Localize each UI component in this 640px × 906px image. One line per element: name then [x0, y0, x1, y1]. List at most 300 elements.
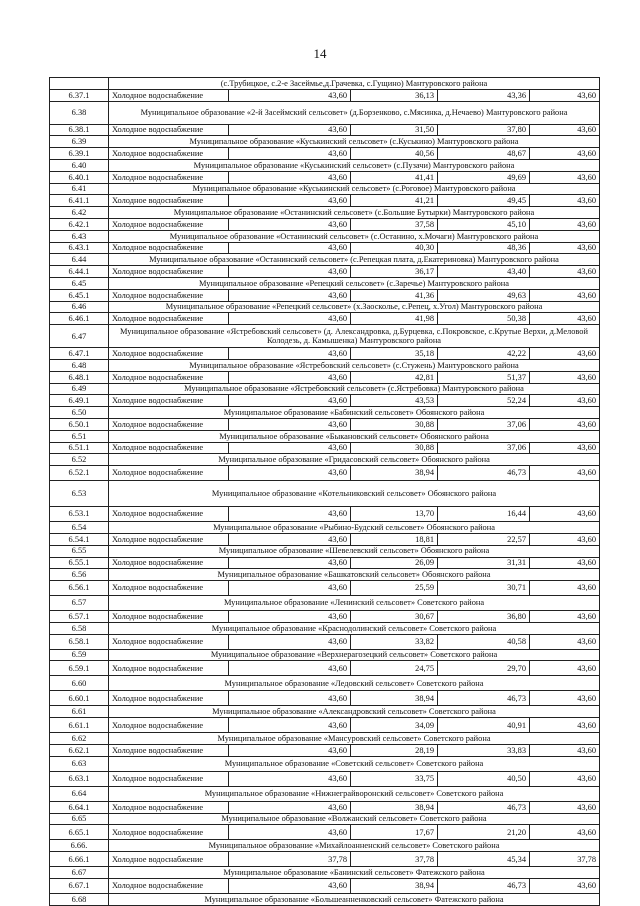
row-number: 6.44 [50, 254, 109, 266]
row-number: 6.42 [50, 207, 109, 219]
municipality-header-row [50, 230, 600, 242]
municipality-title: Муниципальное образование «Шевелевский сельсовет» Обоянского района [109, 545, 600, 557]
municipality-header-row [50, 383, 600, 395]
table-row [50, 289, 600, 301]
municipality-title: Муниципальное образование «Нижнеграйворонский сельсовет» Советского района [109, 786, 600, 801]
service-name: Холодное водоснабжение [109, 879, 229, 894]
table-row [50, 557, 600, 569]
service-name: Холодное водоснабжение [109, 89, 229, 101]
row-number: 6.58.1 [50, 634, 109, 649]
tariff-value-3: 40,50 [438, 771, 530, 786]
service-name: Холодное водоснабжение [109, 418, 229, 430]
tariff-value-3: 31,31 [438, 557, 530, 569]
table-row [50, 89, 600, 101]
tariff-value-3: 48,67 [438, 148, 530, 160]
row-number: 6.39 [50, 136, 109, 148]
service-name: Холодное водоснабжение [109, 289, 229, 301]
municipality-title: Муниципальное образование «Волжанский сельсовет» Советского района [109, 813, 600, 825]
tariff-value-4: 43,60 [530, 507, 600, 522]
row-number: 6.65.1 [50, 825, 109, 840]
row-number: 6.39.1 [50, 148, 109, 160]
service-name: Холодное водоснабжение [109, 718, 229, 733]
municipality-title: Муниципальное образование «Верхнерагозецкий сельсовет» Советского района [109, 649, 600, 661]
tariff-value-1: 43,60 [229, 313, 351, 325]
tariff-value-3: 45,34 [438, 852, 530, 867]
municipality-header-row [50, 359, 600, 371]
row-number: 6.58 [50, 622, 109, 634]
municipality-header-row [50, 676, 600, 691]
service-name: Холодное водоснабжение [109, 266, 229, 278]
tariff-value-2: 42,81 [351, 371, 438, 383]
tariff-value-4: 43,60 [530, 418, 600, 430]
tariff-value-4: 43,60 [530, 718, 600, 733]
municipality-header-row [50, 101, 600, 124]
tariff-value-1: 43,60 [229, 418, 351, 430]
row-number: 6.57.1 [50, 611, 109, 623]
row-number: 6.55.1 [50, 557, 109, 569]
municipality-title: Муниципальное образование «Быкановский сельсовет» Обоянского района [109, 430, 600, 442]
service-name: Холодное водоснабжение [109, 395, 229, 407]
row-number: 6.48 [50, 359, 109, 371]
tariff-value-2: 38,94 [351, 691, 438, 706]
row-number: 6.67.1 [50, 879, 109, 894]
tariff-value-3: 43,40 [438, 266, 530, 278]
row-number: 6.54.1 [50, 533, 109, 545]
service-name: Холодное водоснабжение [109, 801, 229, 813]
tariff-value-4: 43,60 [530, 266, 600, 278]
tariff-value-3: 46,73 [438, 879, 530, 894]
tariff-value-2: 36,17 [351, 266, 438, 278]
tariff-value-2: 33,82 [351, 634, 438, 649]
service-name: Холодное водоснабжение [109, 371, 229, 383]
row-number: 6.41.1 [50, 195, 109, 207]
tariff-value-3: 30,71 [438, 581, 530, 596]
tariff-value-3: 37,06 [438, 442, 530, 454]
row-number: 6.44.1 [50, 266, 109, 278]
tariff-value-3: 49,45 [438, 195, 530, 207]
service-name: Холодное водоснабжение [109, 348, 229, 360]
service-name: Холодное водоснабжение [109, 218, 229, 230]
tariff-value-1: 43,60 [229, 289, 351, 301]
tariff-value-1: 43,60 [229, 581, 351, 596]
tariff-value-2: 30,88 [351, 418, 438, 430]
page-number: 14 [313, 46, 327, 61]
row-number: 6.67 [50, 867, 109, 879]
tariff-value-1: 43,60 [229, 242, 351, 254]
tariff-value-4: 43,60 [530, 289, 600, 301]
municipality-title: Муниципальное образование «Котельниковский сельсовет» Обоянского района [109, 481, 600, 507]
tariff-value-1: 43,60 [229, 611, 351, 623]
tariff-value-4: 43,60 [530, 124, 600, 136]
table-row [50, 218, 600, 230]
service-name: Холодное водоснабжение [109, 691, 229, 706]
row-number: 6.43 [50, 230, 109, 242]
row-number: 6.64 [50, 786, 109, 801]
tariff-value-4: 43,60 [530, 611, 600, 623]
tariff-value-4: 43,60 [530, 395, 600, 407]
tariff-value-3: 42,22 [438, 348, 530, 360]
tariff-value-3: 49,63 [438, 289, 530, 301]
municipality-title: Муниципальное образование «Репецкий сельсовет» (с.Заречье) Мантуровского района [109, 277, 600, 289]
row-number: 6.57 [50, 596, 109, 611]
table-row [50, 395, 600, 407]
municipality-title: Муниципальное образование «Ленинский сельсовет» Советского района [109, 596, 600, 611]
municipality-title: Муниципальное образование «Ястребовский сельсовет» (с.Стужень) Мантуровского района [109, 359, 600, 371]
tariff-value-3: 49,69 [438, 171, 530, 183]
tariff-value-2: 43,53 [351, 395, 438, 407]
tariff-value-2: 40,30 [351, 242, 438, 254]
tariff-value-2: 35,18 [351, 348, 438, 360]
tariff-value-1: 43,60 [229, 124, 351, 136]
row-number: 6.64.1 [50, 801, 109, 813]
row-number: 6.45.1 [50, 289, 109, 301]
row-number: 6.66. [50, 840, 109, 852]
tariff-value-2: 31,50 [351, 124, 438, 136]
tariff-value-4: 43,60 [530, 466, 600, 481]
municipality-header-row [50, 756, 600, 771]
table-row [50, 148, 600, 160]
municipality-header-row [50, 649, 600, 661]
tariff-table [49, 77, 600, 906]
tariff-value-3: 33,83 [438, 745, 530, 757]
tariff-value-1: 43,60 [229, 634, 351, 649]
tariff-value-2: 36,13 [351, 89, 438, 101]
tariff-value-1: 43,60 [229, 718, 351, 733]
tariff-value-4: 43,60 [530, 89, 600, 101]
municipality-title: Муниципальное образование «Михайлоанненский сельсовет» Советского района [109, 840, 600, 852]
table-row [50, 771, 600, 786]
row-number: 6.53 [50, 481, 109, 507]
tariff-value-1: 43,60 [229, 557, 351, 569]
row-number: 6.54 [50, 522, 109, 534]
municipality-header-row [50, 813, 600, 825]
municipality-title: Муниципальное образование «Останинский сельсовет» (с.Большие Бутырки) Мантуровского района [109, 207, 600, 219]
municipality-header-row [50, 159, 600, 171]
tariff-value-1: 43,60 [229, 195, 351, 207]
service-name: Холодное водоснабжение [109, 124, 229, 136]
tariff-value-1: 43,60 [229, 661, 351, 676]
municipality-title: Муниципальное образование «Куськинский сельсовет» (с.Пузачи) Мантуровского района [109, 159, 600, 171]
municipality-title: Муниципальное образование «Мансуровский сельсовет» Советского района [109, 733, 600, 745]
row-number: 6.61.1 [50, 718, 109, 733]
row-number: 6.49.1 [50, 395, 109, 407]
tariff-value-1: 43,60 [229, 745, 351, 757]
tariff-value-3: 48,36 [438, 242, 530, 254]
tariff-value-3: 40,91 [438, 718, 530, 733]
service-name: Холодное водоснабжение [109, 171, 229, 183]
municipality-header-row [50, 481, 600, 507]
row-number: 6.38 [50, 101, 109, 124]
row-number: 6.65 [50, 813, 109, 825]
table-row [50, 533, 600, 545]
table-row [50, 171, 600, 183]
municipality-header-row [50, 622, 600, 634]
tariff-value-1: 43,60 [229, 218, 351, 230]
tariff-value-2: 30,67 [351, 611, 438, 623]
tariff-value-1: 43,60 [229, 691, 351, 706]
tariff-value-2: 17,67 [351, 825, 438, 840]
row-number: 6.46 [50, 301, 109, 313]
tariff-value-4: 43,60 [530, 801, 600, 813]
municipality-title: Муниципальное образование «Александровский сельсовет» Советского района [109, 706, 600, 718]
row-number: 6.53.1 [50, 507, 109, 522]
tariff-value-3: 21,20 [438, 825, 530, 840]
municipality-header-row [50, 254, 600, 266]
tariff-value-3: 43,36 [438, 89, 530, 101]
row-number: 6.59 [50, 649, 109, 661]
tariff-value-4: 43,60 [530, 691, 600, 706]
service-name: Холодное водоснабжение [109, 557, 229, 569]
tariff-value-1: 43,60 [229, 171, 351, 183]
tariff-value-1: 43,60 [229, 442, 351, 454]
tariff-value-4: 43,60 [530, 442, 600, 454]
table-row [50, 611, 600, 623]
service-name: Холодное водоснабжение [109, 533, 229, 545]
table-row [50, 691, 600, 706]
tariff-value-4: 43,60 [530, 533, 600, 545]
municipality-header-row [50, 407, 600, 419]
tariff-value-1: 43,60 [229, 148, 351, 160]
tariff-value-2: 41,98 [351, 313, 438, 325]
table-row [50, 242, 600, 254]
municipality-header-row [50, 596, 600, 611]
row-number: 6.60 [50, 676, 109, 691]
service-name: Холодное водоснабжение [109, 852, 229, 867]
tariff-value-4: 43,60 [530, 634, 600, 649]
tariff-value-1: 43,60 [229, 371, 351, 383]
tariff-value-4: 43,60 [530, 371, 600, 383]
tariff-value-3: 36,80 [438, 611, 530, 623]
table-row [50, 195, 600, 207]
row-number: 6.55 [50, 545, 109, 557]
tariff-value-2: 41,41 [351, 171, 438, 183]
tariff-value-2: 41,21 [351, 195, 438, 207]
service-name: Холодное водоснабжение [109, 466, 229, 481]
tariff-value-2: 25,59 [351, 581, 438, 596]
tariff-value-1: 43,60 [229, 348, 351, 360]
tariff-value-4: 43,60 [530, 348, 600, 360]
tariff-value-1: 43,60 [229, 89, 351, 101]
tariff-value-3: 46,73 [438, 466, 530, 481]
row-number: 6.56 [50, 569, 109, 581]
row-number: 6.63 [50, 756, 109, 771]
table-row [50, 348, 600, 360]
service-name: Холодное водоснабжение [109, 611, 229, 623]
row-number: 6.50 [50, 407, 109, 419]
municipality-header-row [50, 207, 600, 219]
tariff-value-2: 34,09 [351, 718, 438, 733]
row-number: 6.40 [50, 159, 109, 171]
municipality-header-row [50, 183, 600, 195]
tariff-value-2: 30,88 [351, 442, 438, 454]
tariff-value-1: 37,78 [229, 852, 351, 867]
municipality-title: Муниципальное образование «Останинский сельсовет» (с.Останино, х.Мочаги) Мантуровского района [109, 230, 600, 242]
municipality-header-row [50, 569, 600, 581]
tariff-value-2: 33,75 [351, 771, 438, 786]
service-name: Холодное водоснабжение [109, 313, 229, 325]
table-row [50, 371, 600, 383]
table-row [50, 313, 600, 325]
table-row [50, 466, 600, 481]
municipality-title: Муниципальное образование «Бабинский сельсовет» Обоянского района [109, 407, 600, 419]
tariff-value-3: 46,73 [438, 801, 530, 813]
service-name: Холодное водоснабжение [109, 507, 229, 522]
tariff-value-3: 16,44 [438, 507, 530, 522]
row-number: 6.41 [50, 183, 109, 195]
row-number: 6.56.1 [50, 581, 109, 596]
tariff-value-4: 43,60 [530, 195, 600, 207]
row-number: 6.47 [50, 325, 109, 348]
tariff-value-3: 29,70 [438, 661, 530, 676]
municipality-header-row [50, 545, 600, 557]
municipality-title: (с.Трубицкое, с.2-е Засеймье,д.Грачевка, с.Гущино) Мантуровского района [109, 78, 600, 90]
tariff-value-3: 46,73 [438, 691, 530, 706]
table-row [50, 634, 600, 649]
municipality-header-row [50, 325, 600, 348]
municipality-header-row [50, 277, 600, 289]
row-number: 6.47.1 [50, 348, 109, 360]
tariff-value-2: 37,78 [351, 852, 438, 867]
municipality-header-row [50, 78, 600, 90]
service-name: Холодное водоснабжение [109, 771, 229, 786]
municipality-header-row [50, 136, 600, 148]
service-name: Холодное водоснабжение [109, 825, 229, 840]
row-number: 6.50.1 [50, 418, 109, 430]
tariff-value-2: 37,58 [351, 218, 438, 230]
municipality-title: Муниципальное образование «Рыбино-Будский сельсовет» Обоянского района [109, 522, 600, 534]
municipality-title: Муниципальное образование «Репецкий сельсовет» (х.Заосколье, с.Репец, х.Угол) Мантуровского района [109, 301, 600, 313]
municipality-title: Муниципальное образование «Ястребовский сельсовет» (с.Ястребовка) Мантуровского района [109, 383, 600, 395]
tariff-value-2: 24,75 [351, 661, 438, 676]
tariff-value-2: 38,94 [351, 801, 438, 813]
row-number: 6.49 [50, 383, 109, 395]
tariff-value-3: 45,10 [438, 218, 530, 230]
row-number: 6.42.1 [50, 218, 109, 230]
table-row [50, 442, 600, 454]
tariff-value-4: 43,60 [530, 581, 600, 596]
tariff-value-3: 37,80 [438, 124, 530, 136]
tariff-value-2: 38,94 [351, 466, 438, 481]
row-number: 6.37.1 [50, 89, 109, 101]
row-number: 6.68 [50, 894, 109, 906]
row-number [50, 78, 109, 90]
tariff-value-1: 43,60 [229, 825, 351, 840]
municipality-header-row [50, 301, 600, 313]
table-row [50, 801, 600, 813]
municipality-title: Муниципальное образование «Краснодолинский сельсовет» Советского района [109, 622, 600, 634]
municipality-header-row [50, 894, 600, 906]
municipality-header-row [50, 840, 600, 852]
tariff-value-4: 43,60 [530, 771, 600, 786]
row-number: 6.66.1 [50, 852, 109, 867]
tariff-value-4: 43,60 [530, 825, 600, 840]
row-number: 6.38.1 [50, 124, 109, 136]
row-number: 6.61 [50, 706, 109, 718]
row-number: 6.45 [50, 277, 109, 289]
tariff-value-4: 43,60 [530, 661, 600, 676]
tariff-value-3: 22,57 [438, 533, 530, 545]
municipality-title: Муниципальное образование «Банинский сельсовет» Фатежского района [109, 867, 600, 879]
tariff-value-4: 43,60 [530, 557, 600, 569]
tariff-value-4: 37,78 [530, 852, 600, 867]
row-number: 6.40.1 [50, 171, 109, 183]
tariff-value-2: 38,94 [351, 879, 438, 894]
row-number: 6.46.1 [50, 313, 109, 325]
table-row [50, 879, 600, 894]
tariff-value-3: 37,06 [438, 418, 530, 430]
tariff-value-1: 43,60 [229, 879, 351, 894]
tariff-value-2: 40,56 [351, 148, 438, 160]
table-row [50, 661, 600, 676]
tariff-value-1: 43,60 [229, 395, 351, 407]
tariff-value-1: 43,60 [229, 507, 351, 522]
table-row [50, 825, 600, 840]
service-name: Холодное водоснабжение [109, 148, 229, 160]
tariff-value-4: 43,60 [530, 879, 600, 894]
table-row [50, 718, 600, 733]
municipality-header-row [50, 786, 600, 801]
row-number: 6.51 [50, 430, 109, 442]
municipality-title: Муниципальное образование «Куськинский сельсовет» (с.Куськино) Мантуровского района [109, 136, 600, 148]
row-number: 6.63.1 [50, 771, 109, 786]
tariff-value-3: 51,37 [438, 371, 530, 383]
table-row [50, 418, 600, 430]
tariff-value-3: 52,24 [438, 395, 530, 407]
municipality-title: Муниципальное образование «Куськинский сельсовет» (с.Роговое) Мантуровского района [109, 183, 600, 195]
tariff-value-2: 41,36 [351, 289, 438, 301]
row-number: 6.52.1 [50, 466, 109, 481]
table-row [50, 266, 600, 278]
row-number: 6.60.1 [50, 691, 109, 706]
tariff-value-1: 43,60 [229, 801, 351, 813]
service-name: Холодное водоснабжение [109, 195, 229, 207]
tariff-value-4: 43,60 [530, 218, 600, 230]
service-name: Холодное водоснабжение [109, 242, 229, 254]
municipality-title: Муниципальное образование «Башкатовский сельсовет» Обоянского района [109, 569, 600, 581]
row-number: 6.59.1 [50, 661, 109, 676]
tariff-value-4: 43,60 [530, 313, 600, 325]
municipality-title: Муниципальное образование «Ястребовский сельсовет» (д. Александровка, д.Бурцевка, с.Покровское, с.Крутые Верхи, д.Меловой Колодезь, д. Камышенка) Мантуровского района [109, 325, 600, 348]
service-name: Холодное водоснабжение [109, 661, 229, 676]
municipality-title: Муниципальное образование «Останинский сельсовет» (с.Репецкая плата, д.Екатериновка) Мантуровского района [109, 254, 600, 266]
tariff-value-4: 43,60 [530, 745, 600, 757]
tariff-table-body [50, 78, 600, 906]
table-row [50, 852, 600, 867]
tariff-value-4: 43,60 [530, 148, 600, 160]
municipality-header-row [50, 706, 600, 718]
municipality-title: Муниципальное образование «2-й Засеймский сельсовет» (д.Борзенково, с.Мясинка, д.Нечаево) Мантуровского района [109, 101, 600, 124]
table-row [50, 507, 600, 522]
service-name: Холодное водоснабжение [109, 634, 229, 649]
row-number: 6.43.1 [50, 242, 109, 254]
municipality-title: Муниципальное образование «Гридасовский сельсовет» Обоянского района [109, 454, 600, 466]
tariff-value-2: 13,70 [351, 507, 438, 522]
municipality-header-row [50, 733, 600, 745]
tariff-value-3: 40,58 [438, 634, 530, 649]
municipality-header-row [50, 454, 600, 466]
municipality-header-row [50, 522, 600, 534]
tariff-value-4: 43,60 [530, 171, 600, 183]
tariff-value-1: 43,60 [229, 266, 351, 278]
tariff-value-4: 43,60 [530, 242, 600, 254]
tariff-value-1: 43,60 [229, 466, 351, 481]
tariff-value-1: 43,60 [229, 771, 351, 786]
service-name: Холодное водоснабжение [109, 581, 229, 596]
municipality-title: Муниципальное образование «Ледовский сельсовет» Советского района [109, 676, 600, 691]
tariff-value-1: 43,60 [229, 533, 351, 545]
tariff-value-3: 50,38 [438, 313, 530, 325]
row-number: 6.62 [50, 733, 109, 745]
